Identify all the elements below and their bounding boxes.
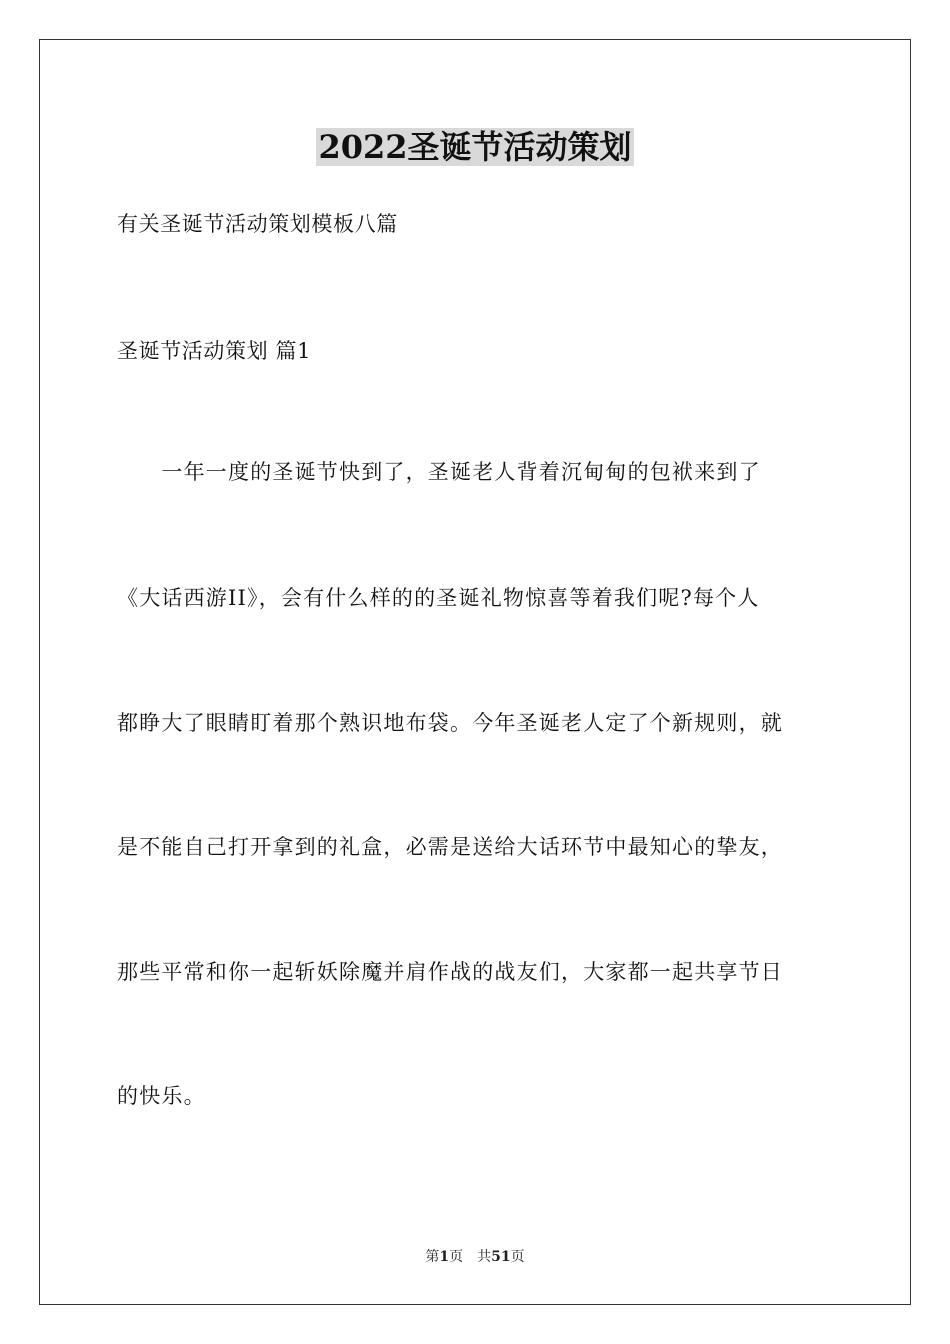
footer-page-mid: 页 共 [449,1249,492,1265]
paragraph-line: 的快乐。 [117,1084,206,1108]
document-title-text: 2022圣诞节活动策划 [318,128,632,166]
paragraph-line: 都睁大了眼睛盯着那个熟识地布袋。今年圣诞老人定了个新规则，就 [117,711,783,735]
section-heading: 圣诞节活动策划 篇1 [117,339,312,363]
footer-page-suffix: 页 [510,1249,525,1265]
footer-page-prefix: 第 [425,1249,440,1265]
paragraph-line: 那些平常和你一起斩妖除魔并肩作战的战友们，大家都一起共享节日 [117,960,783,984]
paragraph-line: 《大话西游II》，会有什么样的的圣诞礼物惊喜等着我们呢?每个人 [117,586,760,610]
document-subtitle: 有关圣诞节活动策划模板八篇 [117,212,398,236]
footer-current-page: 1 [439,1249,450,1265]
footer-total-pages: 51 [491,1249,511,1265]
paragraph-line: 一年一度的圣诞节快到了，圣诞老人背着沉甸甸的包袱来到了 [117,460,761,484]
document-title [0,126,950,168]
page-footer [0,1247,950,1267]
paragraph-line: 是不能自己打开拿到的礼盒，必需是送给大话环节中最知心的挚友， [117,835,783,859]
